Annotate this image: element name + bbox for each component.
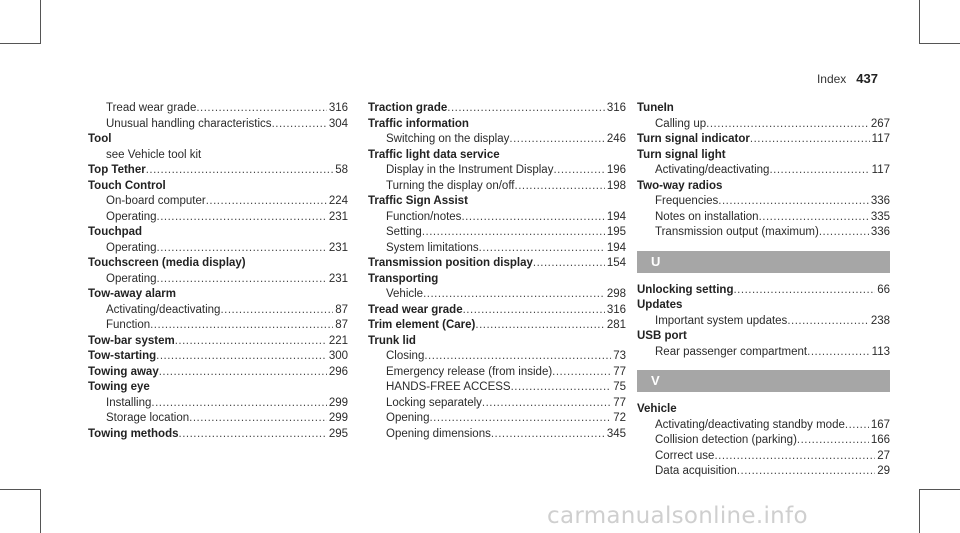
index-entry[interactable] <box>88 210 348 226</box>
index-entry[interactable] <box>368 241 626 257</box>
index-entry[interactable] <box>368 132 626 148</box>
entry-text: Correct use <box>655 449 715 462</box>
section-letter: U <box>637 251 890 273</box>
page-reference[interactable]: 299 <box>328 396 348 409</box>
crop-mark <box>40 0 41 44</box>
index-heading: USB port <box>637 330 687 342</box>
index-heading: Traffic information <box>368 117 469 130</box>
page-reference[interactable]: 304 <box>328 117 348 130</box>
index-reference <box>88 148 348 164</box>
index-entry[interactable] <box>88 303 348 319</box>
index-entry[interactable] <box>368 303 626 319</box>
index-column-1 <box>88 101 348 442</box>
index-entry[interactable] <box>88 194 348 210</box>
dot-leader <box>196 101 326 117</box>
dot-leader <box>845 418 869 434</box>
entry-text: Towing methods <box>88 427 179 440</box>
index-entry[interactable] <box>637 210 890 226</box>
dot-leader <box>750 132 870 148</box>
entry-text: Operating <box>106 272 157 285</box>
index-entry[interactable] <box>88 117 348 133</box>
page-reference[interactable]: 29 <box>877 465 890 477</box>
entry-text: Traction grade <box>368 102 448 114</box>
entry-text: Locking separately <box>386 396 482 409</box>
dot-leader <box>206 194 327 210</box>
index-entry[interactable] <box>368 210 626 226</box>
entry-text: Calling up <box>655 117 707 130</box>
dot-leader <box>272 117 327 133</box>
index-entry[interactable] <box>637 225 890 241</box>
entry-text: Tow-starting <box>88 350 157 362</box>
dot-leader <box>179 427 327 443</box>
entry-text: Notes on installation <box>655 210 759 223</box>
page-reference[interactable]: 267 <box>870 117 890 130</box>
index-entry[interactable] <box>88 272 348 288</box>
dot-leader <box>150 318 333 334</box>
index-entry[interactable] <box>368 427 626 443</box>
page-header <box>817 71 878 86</box>
entry-text: Closing <box>386 350 425 362</box>
entry-text: Storage location <box>106 412 190 424</box>
dot-leader <box>429 411 611 427</box>
page-reference[interactable]: 246 <box>606 133 626 145</box>
entry-text: Rear passenger compartment <box>655 345 808 358</box>
index-entry[interactable] <box>637 464 890 480</box>
page-reference[interactable]: 231 <box>328 272 348 285</box>
index-heading: Tool <box>88 133 112 145</box>
entry-text: Activating/deactivating <box>106 303 221 316</box>
page-reference[interactable]: 195 <box>606 226 626 238</box>
entry-text: Function/notes <box>386 210 462 223</box>
index-entry[interactable] <box>368 287 626 303</box>
entry-text: Emergency release (from inside) <box>386 365 553 378</box>
page-reference[interactable]: 316 <box>328 102 348 114</box>
dot-leader <box>807 345 870 361</box>
dot-leader <box>157 272 327 288</box>
index-entry[interactable] <box>88 396 348 412</box>
section-label: Index <box>816 72 847 86</box>
page-reference[interactable]: 66 <box>877 283 890 296</box>
entry-text: Collision detection (parking) <box>655 434 797 446</box>
index-entry[interactable] <box>637 345 890 361</box>
entry-text: Operating <box>106 210 157 223</box>
entry-text: Transmission output (maximum) <box>655 226 819 238</box>
entry-text: Turning the display on/off <box>386 179 515 192</box>
dot-leader <box>424 349 611 365</box>
entry-text: Activating/deactivating standby mode <box>655 418 845 431</box>
index-entry[interactable] <box>88 411 348 427</box>
entry-text: Switching on the display <box>386 133 510 145</box>
index-entry[interactable] <box>368 101 626 117</box>
dot-leader <box>146 163 333 179</box>
index-column-3 <box>637 101 890 480</box>
dot-leader <box>157 241 327 257</box>
page-reference[interactable]: 27 <box>877 449 890 462</box>
dot-leader <box>159 365 327 381</box>
dot-leader <box>479 241 605 257</box>
index-entry[interactable] <box>637 117 890 133</box>
entry-text: Opening dimensions <box>386 427 491 440</box>
entry-text: HANDS-FREE ACCESS <box>386 381 511 393</box>
page-reference[interactable]: 72 <box>613 412 626 424</box>
page-reference[interactable]: 77 <box>613 396 626 409</box>
page-reference[interactable]: 117 <box>871 164 890 176</box>
index-entry[interactable] <box>368 163 626 179</box>
page-reference[interactable]: 299 <box>328 412 348 424</box>
page-reference[interactable]: 221 <box>328 334 348 347</box>
page-reference[interactable]: 316 <box>606 102 626 114</box>
entry-text: Activating/deactivating <box>655 164 770 176</box>
dot-leader <box>714 449 875 465</box>
entry-text: Important system updates <box>655 314 788 327</box>
dot-leader <box>797 433 869 449</box>
page-reference[interactable]: 316 <box>606 303 626 316</box>
entry-text: Tread wear grade <box>106 102 197 114</box>
index-heading: Trunk lid <box>368 334 416 347</box>
entry-text: Towing away <box>88 365 159 378</box>
entry-text: System limitations <box>386 241 479 254</box>
index-heading: Touchscreen (media display) <box>88 257 246 269</box>
index-entry[interactable] <box>368 396 626 412</box>
entry-text: Display in the Instrument Display <box>386 164 554 176</box>
page-reference[interactable]: 345 <box>606 427 626 440</box>
entry-text: Top Tether <box>88 164 146 176</box>
index-entry[interactable] <box>637 132 890 148</box>
page-reference[interactable]: 281 <box>606 319 626 331</box>
crop-mark <box>919 489 920 533</box>
page-reference[interactable]: 77 <box>613 365 626 378</box>
crop-mark <box>919 0 920 44</box>
index-heading: Tow-away alarm <box>88 288 176 300</box>
page-reference[interactable]: 87 <box>335 319 348 331</box>
index-entry[interactable] <box>368 365 626 381</box>
page-reference[interactable]: 224 <box>328 195 348 207</box>
page-reference[interactable]: 298 <box>606 288 626 300</box>
dot-leader <box>423 287 605 303</box>
index-entry[interactable] <box>368 318 626 334</box>
page-reference[interactable]: 194 <box>606 241 626 254</box>
dot-leader <box>475 318 604 334</box>
index-heading: Vehicle <box>637 403 677 415</box>
entry-text: Frequencies <box>655 195 719 207</box>
entry-text: Tread wear grade <box>368 303 463 316</box>
page-reference[interactable]: 336 <box>870 226 890 238</box>
dot-leader <box>461 210 604 226</box>
entry-text: Unlocking setting <box>637 283 734 296</box>
dot-leader <box>533 256 605 272</box>
entry-text: Vehicle <box>386 288 424 300</box>
crop-mark <box>0 43 41 44</box>
index-entry[interactable] <box>637 418 890 434</box>
page-reference[interactable]: 231 <box>328 210 348 223</box>
index-heading: Two-way radios <box>637 179 723 192</box>
page-reference[interactable]: 194 <box>606 210 626 223</box>
index-heading: Touchpad <box>88 226 143 238</box>
page-reference[interactable]: 75 <box>613 381 626 393</box>
page-reference[interactable]: 238 <box>870 314 890 327</box>
page-reference[interactable]: 117 <box>871 133 890 145</box>
index-entry[interactable] <box>88 318 348 334</box>
dot-leader <box>511 380 612 396</box>
entry-text: Unusual handling characteristics <box>106 117 272 130</box>
dot-leader <box>552 365 611 381</box>
dot-leader <box>737 464 875 480</box>
dot-leader <box>787 314 869 330</box>
index-heading: Updates <box>637 299 683 311</box>
entry-text: Setting <box>386 226 422 238</box>
index-entry[interactable] <box>368 411 626 427</box>
dot-leader <box>553 163 604 179</box>
index-entry[interactable] <box>637 163 890 179</box>
entry-text: Trim element (Care) <box>368 319 476 331</box>
index-entry[interactable] <box>88 365 348 381</box>
dot-leader <box>515 179 605 195</box>
dot-leader <box>156 349 327 365</box>
index-entry[interactable] <box>368 256 626 272</box>
index-entry[interactable] <box>368 179 626 195</box>
page-number: 437 <box>856 71 878 86</box>
entry-text: Transmission position display <box>368 257 533 269</box>
dot-leader <box>189 411 327 427</box>
section-letter: V <box>637 370 890 392</box>
page-reference[interactable]: 296 <box>328 365 348 378</box>
index-heading: Touch Control <box>88 179 166 192</box>
dot-leader <box>447 101 605 117</box>
page-reference[interactable]: 166 <box>870 434 890 446</box>
index-entry[interactable] <box>637 283 890 299</box>
dot-leader <box>151 396 326 412</box>
index-entry[interactable] <box>637 194 890 210</box>
index-entry[interactable] <box>368 225 626 241</box>
index-heading: Transporting <box>368 272 439 285</box>
dot-leader <box>482 396 611 412</box>
index-entry[interactable] <box>88 101 348 117</box>
page-reference[interactable]: 167 <box>870 418 890 431</box>
dot-leader <box>706 117 869 133</box>
dot-leader <box>718 194 869 210</box>
index-heading: Towing eye <box>88 381 150 393</box>
dot-leader <box>220 303 333 319</box>
index-column-2 <box>368 101 626 442</box>
dot-leader <box>819 225 869 241</box>
index-entry[interactable] <box>88 334 348 350</box>
entry-text: Function <box>106 319 151 331</box>
entry-text: On-board computer <box>106 195 206 207</box>
entry-text: Turn signal indicator <box>637 133 750 145</box>
index-heading: Traffic light data service <box>368 148 500 161</box>
page-reference[interactable]: 231 <box>328 241 348 254</box>
index-heading: Traffic Sign Assist <box>368 195 468 207</box>
index-entry[interactable] <box>637 433 890 449</box>
dot-leader <box>463 303 605 319</box>
watermark: carmanualsonline.info <box>547 503 808 529</box>
page-reference[interactable]: 336 <box>870 195 890 207</box>
index-entry[interactable] <box>368 349 626 365</box>
dot-leader <box>759 210 869 226</box>
crop-mark <box>40 489 41 533</box>
crop-mark <box>919 43 960 44</box>
page-reference[interactable]: 73 <box>613 350 626 362</box>
index-heading: Turn signal light <box>637 148 726 161</box>
index-entry[interactable] <box>88 349 348 365</box>
crop-mark <box>0 489 41 490</box>
entry-text: Operating <box>106 241 157 254</box>
entry-text: Opening <box>386 412 430 424</box>
index-entry[interactable] <box>88 163 348 179</box>
entry-text: Installing <box>106 396 152 409</box>
index-entry[interactable] <box>637 314 890 330</box>
page-reference[interactable]: 154 <box>606 257 626 269</box>
index-entry[interactable] <box>88 241 348 257</box>
page-reference[interactable]: 113 <box>871 345 890 358</box>
index-entry[interactable] <box>637 449 890 465</box>
crop-mark <box>919 489 960 490</box>
dot-leader <box>733 283 875 299</box>
index-entry[interactable] <box>88 427 348 443</box>
page-reference[interactable]: 196 <box>606 164 626 176</box>
index-heading: TuneIn <box>637 102 674 114</box>
dot-leader <box>175 334 327 350</box>
page-reference[interactable]: 198 <box>606 179 626 192</box>
dot-leader <box>422 225 605 241</box>
index-entry[interactable] <box>368 380 626 396</box>
page-reference[interactable]: 58 <box>335 164 348 176</box>
dot-leader <box>157 210 327 226</box>
entry-text: Data acquisition <box>655 465 737 477</box>
page-reference[interactable]: 87 <box>335 303 348 316</box>
page-reference[interactable]: 300 <box>328 350 348 362</box>
page-reference[interactable]: 295 <box>328 427 348 440</box>
dot-leader <box>509 132 604 148</box>
dot-leader <box>491 427 605 443</box>
entry-text: Tow-bar system <box>88 334 175 347</box>
entry-text: see Vehicle tool kit <box>106 148 202 161</box>
page-reference[interactable]: 335 <box>870 210 890 223</box>
dot-leader <box>769 163 869 179</box>
